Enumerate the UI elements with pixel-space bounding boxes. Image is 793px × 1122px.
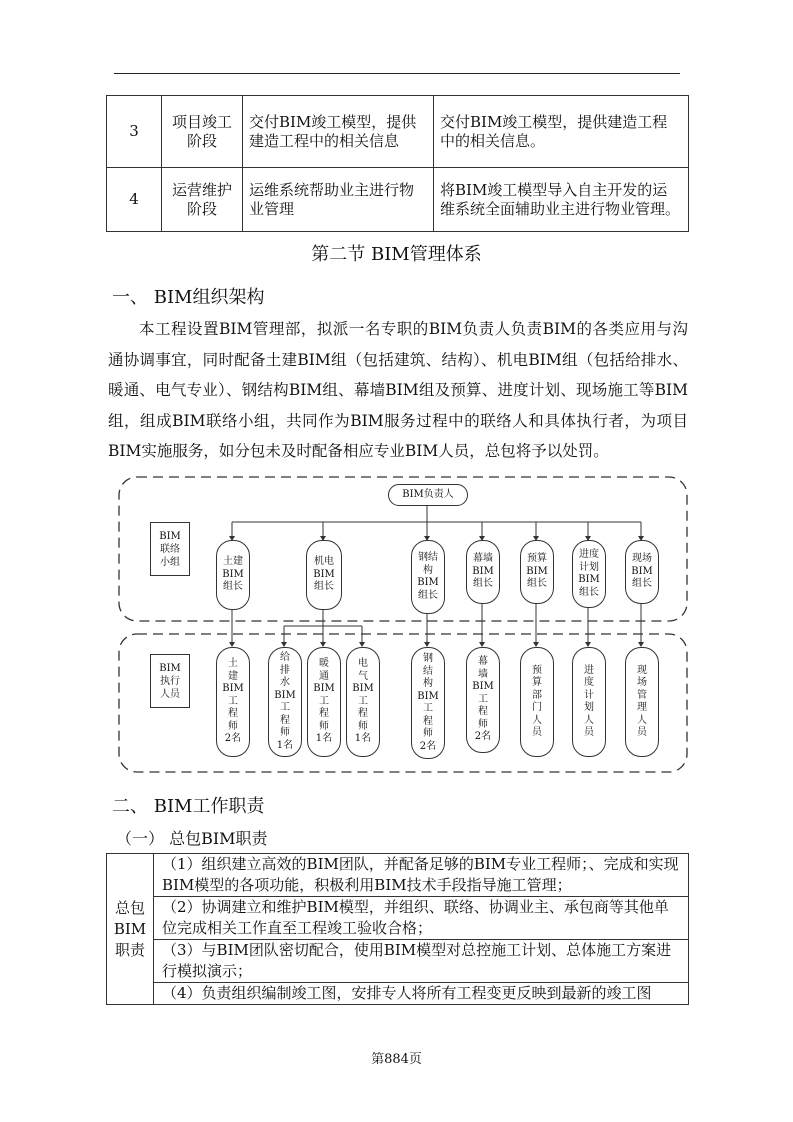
- page-number: 第884页: [371, 1052, 422, 1067]
- row-number: 4: [107, 168, 162, 232]
- leader-node-curtainwall: 幕墙 BIM 组长: [466, 540, 500, 604]
- staff-node-site: 现 场 管 理 人 员: [625, 647, 659, 757]
- stage-goal: 交付BIM竣工模型，提供建造工程中的相关信息: [243, 96, 434, 168]
- stage-goal: 运维系统帮助业主进行物业管理: [243, 168, 434, 232]
- stage-detail: 交付BIM竣工模型，提供建造工程中的相关信息。: [434, 96, 689, 168]
- table-row: [107, 897, 689, 940]
- staff-node-schedule: 进 度 计 划 人 员: [572, 647, 606, 757]
- staff-node-budget: 预 算 部 门 人 员: [520, 647, 554, 757]
- duty-item: （4）负责组织编制竣工图，安排专人将所有工程变更反映到最新的竣工图: [154, 983, 689, 1005]
- leader-node-site: 现场 BIM 组长: [625, 540, 659, 604]
- engineer-node-plumbing: 给 排 水 BIM 工 程 师 1名: [268, 647, 302, 757]
- header-rule: [114, 73, 680, 74]
- engineer-node-curtainwall: 幕 墙 BIM 工 程 师 2名: [466, 647, 500, 753]
- heading-gc-duties: （一） 总包BIM职责: [116, 829, 268, 848]
- engineer-node-hvac: 暖 通 BIM 工 程 师 1名: [307, 647, 341, 757]
- stage-name: 项目竣工阶段: [162, 96, 243, 168]
- engineer-node-civil: 土 建 BIM 工 程 师 2名: [216, 647, 250, 757]
- table-row: [107, 854, 689, 897]
- duty-label: 总包 BIM 职责: [107, 854, 154, 1005]
- leader-node-mep: 机电 BIM 组长: [306, 540, 342, 610]
- liaison-group-label: BIM 联络 小组: [150, 522, 190, 576]
- engineer-node-electrical: 电 气 BIM 工 程 师 1名: [346, 647, 380, 757]
- duty-item: （2）协调建立和维护BIM模型，并组织、联络、协调业主、承包商等其他单位完成相关工作直至工程竣工验收合格；: [154, 897, 689, 940]
- leader-node-civil: 土建 BIM 组长: [216, 540, 250, 610]
- table-row: [107, 940, 689, 983]
- duty-table: [106, 853, 689, 1005]
- engineer-node-steel: 钢 结 构 BIM 工 程 师 2名: [411, 647, 445, 759]
- bim-leader-node: BIM负责人: [388, 484, 468, 506]
- table-row: [107, 168, 689, 232]
- table-row: [107, 96, 689, 168]
- leader-node-budget: 预算 BIM 组长: [520, 540, 554, 604]
- section-title: 第二节 BIM管理体系: [311, 244, 482, 265]
- stage-table: [106, 95, 689, 232]
- executor-group-label: BIM 执行 人员: [150, 654, 190, 708]
- duty-item: （1）组织建立高效的BIM团队，并配备足够的BIM专业工程师；、完成和实现BIM模型的各项功能，积极利用BIM技术手段指导施工管理；: [154, 854, 689, 897]
- org-chart: [110, 474, 695, 779]
- stage-name: 运营维护阶段: [162, 168, 243, 232]
- heading-duties: 二、 BIM工作职责: [112, 796, 265, 817]
- table-row: [107, 983, 689, 1005]
- row-number: 3: [107, 96, 162, 168]
- heading-org: 一、 BIM组织架构: [112, 287, 265, 308]
- org-paragraph: 本工程设置BIM管理部，拟派一名专职的BIM负责人负责BIM的各类应用与沟通协调事宜，同时配备土建BIM组（包括建筑、结构）、机电BIM组（包括给排水、暖通、电气专业）、钢结构BIM组、幕墙BIM组及预算、进度计划、现场施工等BIM组，组成BIM联络小组，共同作为BIM服务过程中的联络人和具体执行者，为项目BIM实施服务，如分包未及时配备相应专业BIM人员，总包将予以处罚。: [108, 320, 688, 460]
- leader-node-schedule: 进度 计划 BIM 组长: [572, 540, 606, 608]
- leader-node-steel: 钢结 构 BIM 组长: [411, 540, 445, 614]
- org-chart-lines: [110, 474, 695, 779]
- stage-detail: 将BIM竣工模型导入自主开发的运维系统全面辅助业主进行物业管理。: [434, 168, 689, 232]
- duty-item: （3）与BIM团队密切配合，使用BIM模型对总控施工计划、总体施工方案进行模拟演示；: [154, 940, 689, 983]
